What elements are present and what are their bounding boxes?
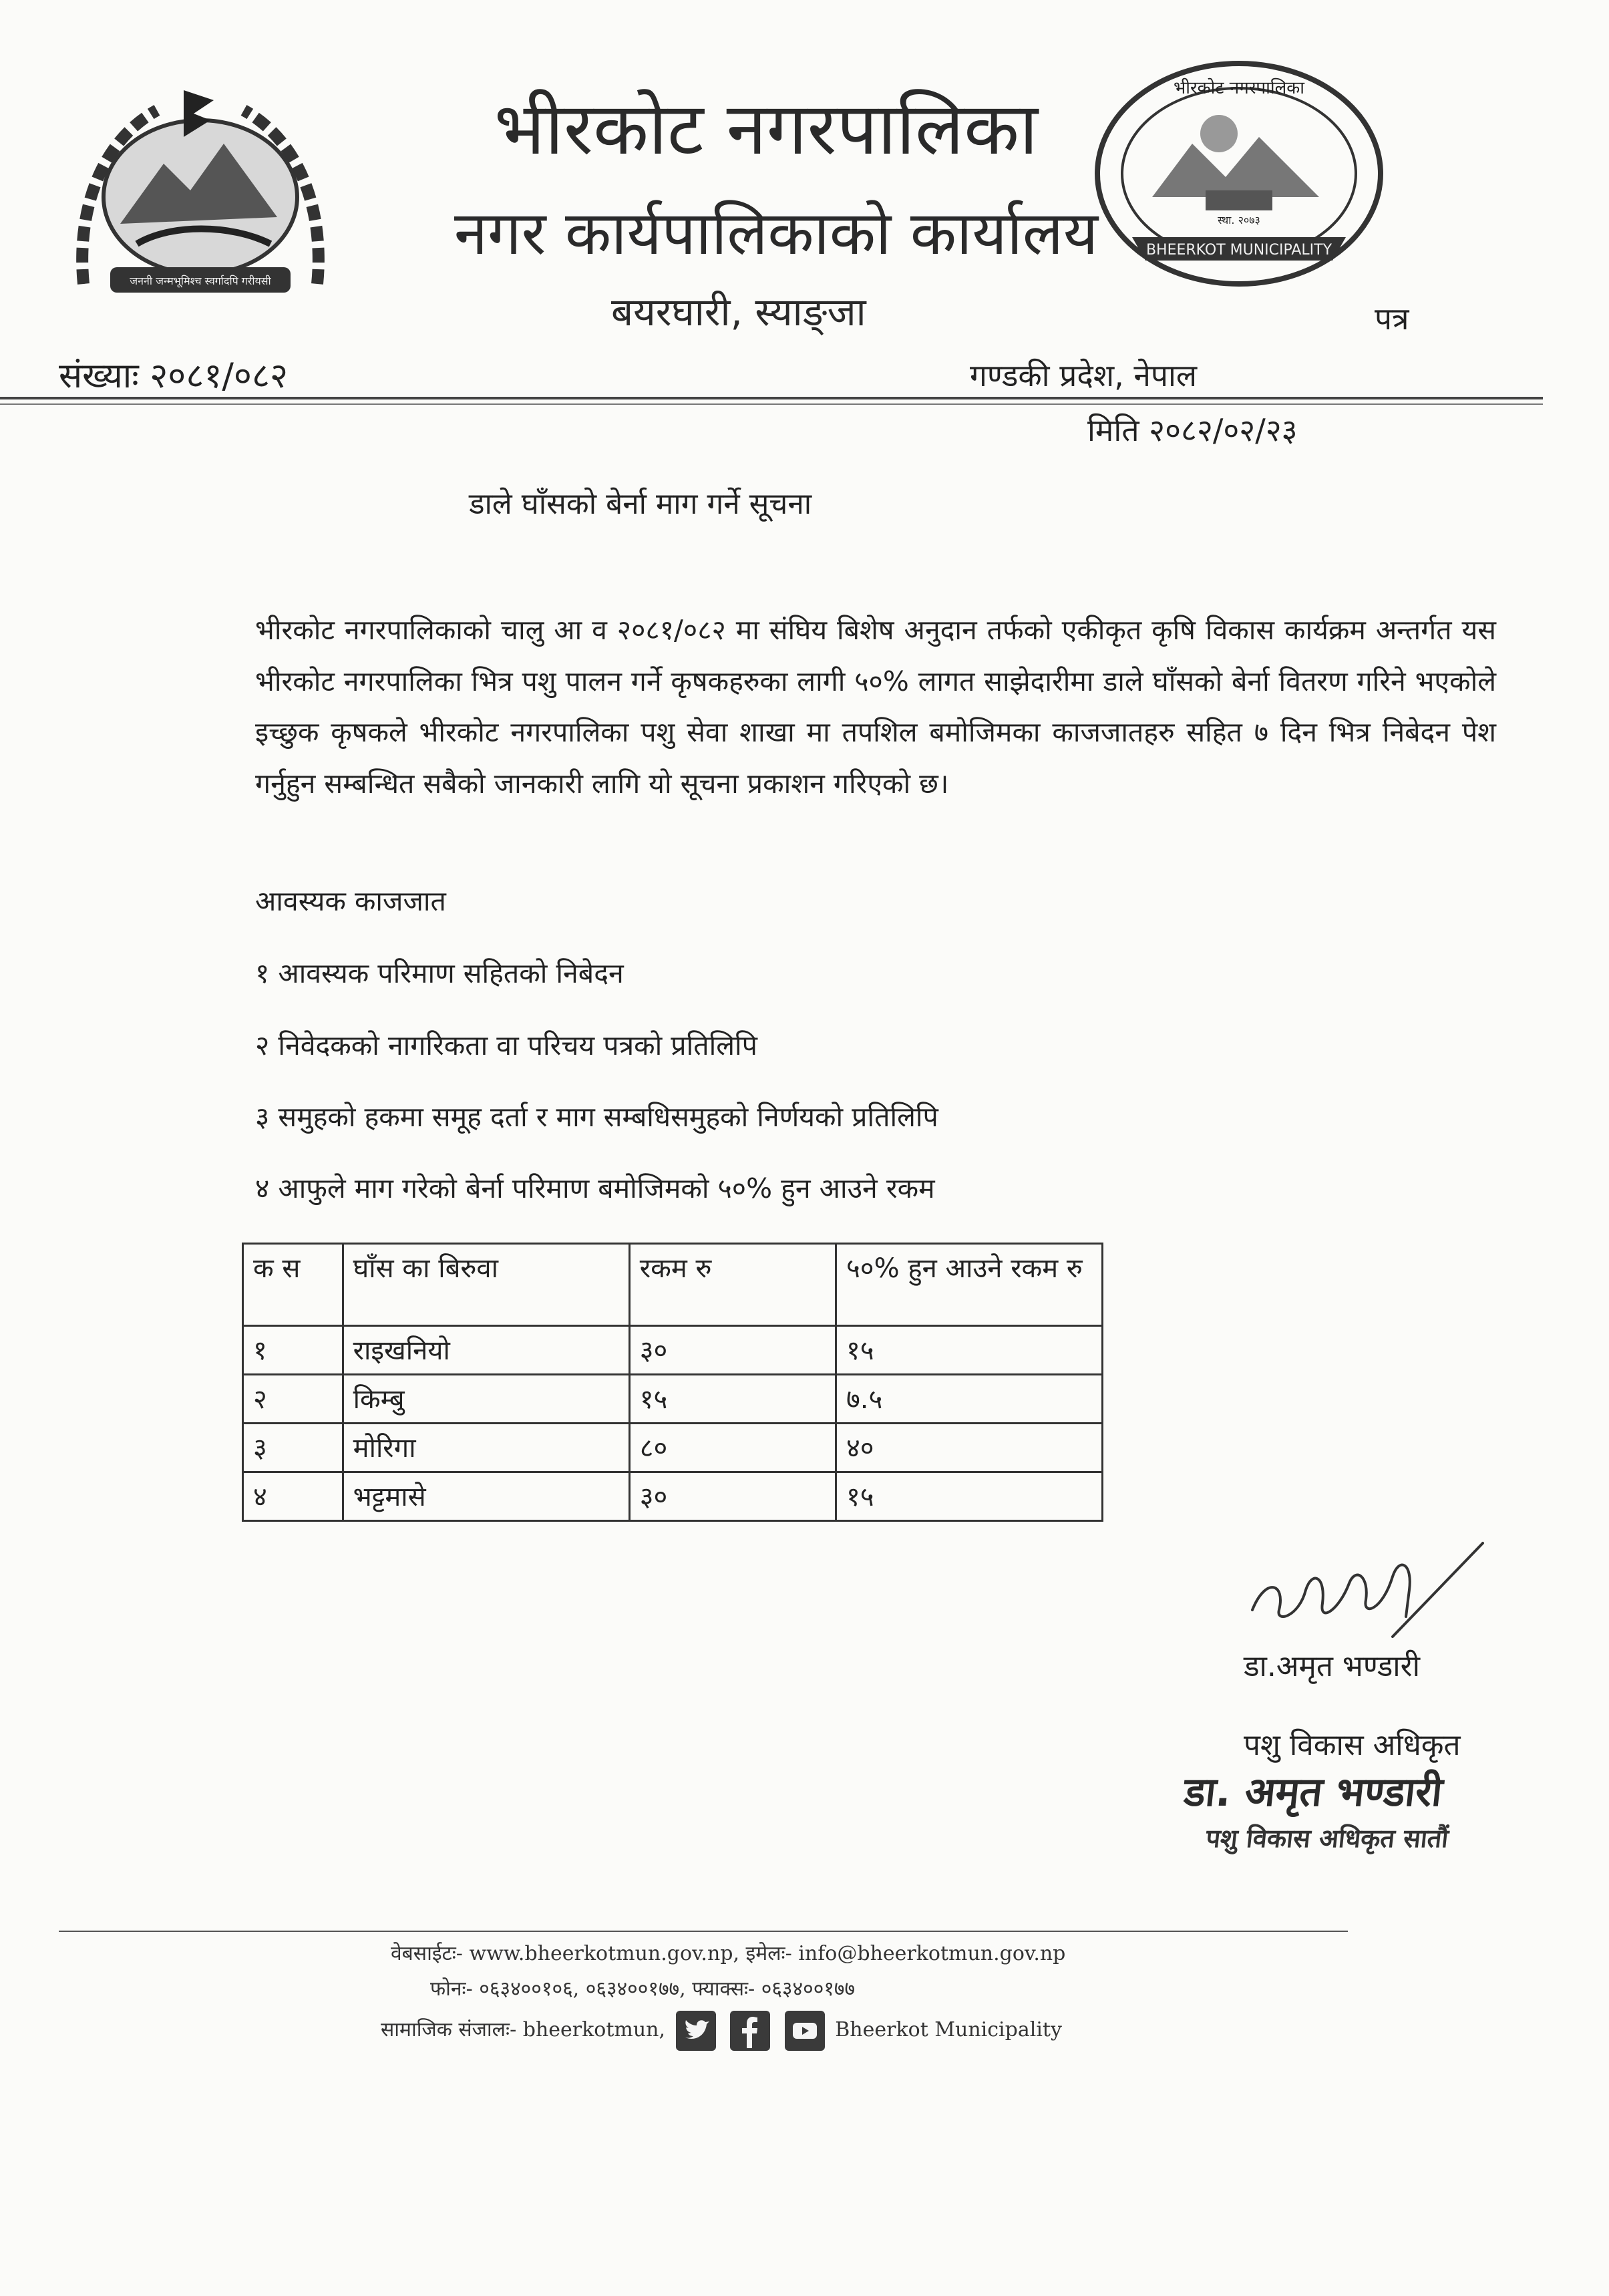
table-cell: १५ [629, 1375, 836, 1424]
table-cell: ३० [629, 1472, 836, 1521]
column-header: क स [243, 1244, 343, 1326]
table-row [243, 1424, 1103, 1472]
table-row [243, 1472, 1103, 1521]
notice-subject: डाले घाँसको बेर्ना माग गर्ने सूचना [469, 487, 812, 521]
svg-text:स्था. २०७३: स्था. २०७३ [1218, 214, 1260, 226]
svg-text:पशु विकास अधिकृत सातौं: पशु विकास अधिकृत सातौं [1204, 1824, 1450, 1853]
svg-text:जननी जन्मभूमिश्च स्वर्गादपि गर: जननी जन्मभूमिश्च स्वर्गादपि गरीयसी [130, 275, 271, 287]
province: गण्डकी प्रदेश, नेपाल [970, 357, 1198, 393]
signatory-name: डा.अमृत भण्डारी [1244, 1649, 1421, 1683]
table-cell: ३० [629, 1326, 836, 1375]
column-header: घाँस का बिरुवा [343, 1244, 629, 1326]
table-cell: ३ [243, 1424, 343, 1472]
reference-number: संख्याः २०८१/०८२ [59, 356, 289, 396]
document-item: १ आवस्यक परिमाण सहितको निबेदन [255, 957, 624, 989]
footer-contact-phone: फोनः- ०६३४००१०६, ०६३४००१७७, फ्याक्सः- ०६३४००१७७ [430, 1977, 856, 2001]
document-item: ४ आफुले माग गरेको बेर्ना परिमाण बमोजिमको ५०% हुन आउने रकम [255, 1172, 935, 1204]
twitter-icon[interactable] [676, 2011, 716, 2051]
table-cell: २ [243, 1375, 343, 1424]
footer-social [381, 2011, 1062, 2051]
table-cell: १५ [836, 1472, 1103, 1521]
footer-contact-web: वेबसाईटः- www.bheerkotmun.gov.np, इमेलः- info@bheerkotmun.gov.np [391, 1942, 1066, 1965]
letter-date: मिति २०८२/०२/२३ [1087, 412, 1298, 448]
table-header-row [243, 1244, 1103, 1326]
table-cell: किम्बु [343, 1375, 629, 1424]
footer-divider [59, 1931, 1348, 1932]
svg-text:BHEERKOT MUNICIPALITY: BHEERKOT MUNICIPALITY [1145, 242, 1332, 259]
nepal-emblem [57, 63, 344, 304]
table-cell: ७.५ [836, 1375, 1103, 1424]
document-item: २ निवेदकको नागरिकता वा परिचय पत्रको प्रतिलिपि [255, 1029, 757, 1061]
handwritten-signature [1239, 1536, 1486, 1643]
table-cell: राइखनियो [343, 1326, 629, 1375]
office-name: भीरकोट नगरपालिका [494, 88, 1039, 171]
fodder-seedling-table [242, 1243, 1103, 1522]
table-cell: भट्टमासे [343, 1472, 629, 1521]
signatory-title: पशु विकास अधिकृत [1244, 1728, 1461, 1762]
table-cell: ४० [836, 1424, 1103, 1472]
svg-text:भीरकोट नगरपालिका: भीरकोट नगरपालिका [1174, 78, 1304, 98]
office-subtitle: नगर कार्यपालिकाको कार्यालय [454, 198, 1099, 269]
table-cell: ८० [629, 1424, 836, 1472]
table-row [243, 1326, 1103, 1375]
social-label: सामाजिक संजालः- bheerkotmun, [381, 2018, 666, 2041]
letter-label: पत्र [1375, 301, 1409, 337]
header-divider [0, 397, 1543, 399]
official-stamp [1168, 1760, 1481, 1860]
notice-body: भीरकोट नगरपालिकाको चालु आ व २०८१/०८२ मा संघिय बिशेष अनुदान तर्फको एकीकृत कृषि विकास कार्यक्रम अन्तर्गत यस भीरकोट नगरपालिका भित्र पशु पालन गर्ने कृषकहरुका लागी ५०% लागत साझेदारीमा डाले घाँसको बेर्ना वितरण गरिने भएकोले इच्छुक कृषकले भीरकोट नगरपालिका पशु सेवा शाखा मा तपशिल बमोजिमका काजजातहरु सहित ७ दिन भित्र निबेदन पेश गर्नुहुन सम्बन्धित सबैको जानकारी लागि यो सूचना प्रकाशन गरिएको छ। [255, 614, 1496, 800]
table-cell: मोरिगा [343, 1424, 629, 1472]
facebook-icon[interactable] [730, 2011, 770, 2051]
column-header: ५०% हुन आउने रकम रु [836, 1244, 1103, 1326]
table-cell: १ [243, 1326, 343, 1375]
youtube-icon[interactable] [785, 2011, 825, 2051]
table-cell: ४ [243, 1472, 343, 1521]
table-row [243, 1375, 1103, 1424]
municipality-seal [1092, 57, 1386, 291]
office-address: बयरघारी, स्याङ्जा [611, 289, 866, 335]
svg-text:डा. अमृत भण्डारी: डा. अमृत भण्डारी [1182, 1769, 1445, 1816]
header-divider-thin [0, 403, 1543, 405]
social-page-name: Bheerkot Municipality [835, 2018, 1062, 2041]
column-header: रकम रु [629, 1244, 836, 1326]
document-item: ३ समुहको हकमा समूह दर्ता र माग सम्बधिसमुहको निर्णयको प्रतिलिपि [255, 1101, 938, 1133]
table-cell: १५ [836, 1326, 1103, 1375]
documents-heading: आवस्यक काजजात [255, 885, 446, 917]
